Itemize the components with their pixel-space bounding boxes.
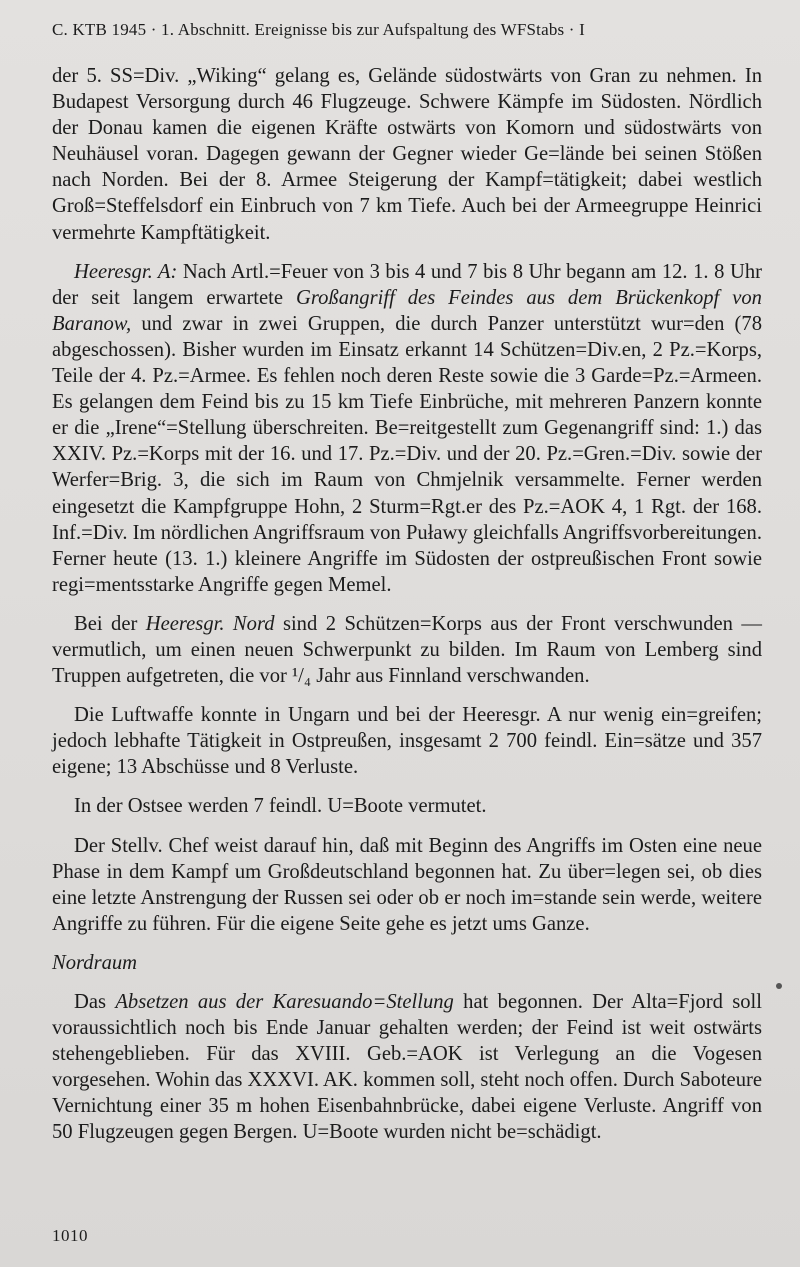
text-segment: Nach Artl.=Feuer von 3 bis 4 und 7 bis 8 Uhr begann am 12. 1. 8 Uhr der seit langem erwartete [52, 260, 762, 309]
page-number: 1010 [52, 1226, 88, 1245]
italic-text-segment: Heeresgr. A: [74, 260, 178, 283]
text-segment: sind 2 Schützen=Korps aus der Front verschwunden — vermutlich, um einen neuen Schwerpunkt zu bilden. Im Raum von Lemberg sind Truppen aufgetreten, die vor ¹/₄ Jahr aus Finnland verschwanden. [52, 612, 762, 688]
margin-dot [776, 983, 782, 989]
text-segment: Das [74, 991, 116, 1013]
paragraph [52, 793, 762, 819]
text-segment: der 5. SS=Div. „Wiking“ gelang es, Gelände südostwärts von Gran zu nehmen. In Budapest Versorgung durch 46 Flugzeuge. Schwere Kämpfe im Südosten. Nördlich der Donau kamen die eigenen Kräfte ostwärts von Komorn und südostwärts von Neuhäusel voran. Dagegen gewann der Gegner wieder Ge=lände bei seinen Stößen nach Norden. Bei der 8. Armee Steigerung der Kampf=tätigkeit; dabei westlich Groß=Steffelsdorf ein Einbruch von 7 km Tiefe. Auch bei der Armeegruppe Heinrici vermehrte Kampftätigkeit. [52, 65, 762, 244]
paragraph [52, 63, 762, 246]
paragraph [52, 702, 762, 780]
paragraph [52, 833, 762, 937]
italic-text-segment: Großangriff des Feindes aus dem Brückenkopf von Baranow, [52, 286, 762, 335]
italic-text-segment: Absetzen aus der Karesuando=Stellung [115, 991, 454, 1013]
text-segment: hat begonnen. Der Alta=Fjord soll voraussichtlich noch bis Ende Januar gehalten werden; der Feind ist weit ostwärts stehengeblieben. Für das XVIII. Geb.=AOK ist Verlegung an die Vogesen vorgesehen. Wohin das XXXVI. AK. kommen soll, steht noch offen. Durch Saboteure Vernichtung einer 35 m hohen Eisenbahnbrücke, dabei eigene Verluste. Angriff von 50 Flugzeugen gegen Bergen. U=Boote wurden nicht be=schädigt. [52, 991, 762, 1144]
body-text [52, 63, 762, 1146]
text-segment: In der Ostsee werden 7 feindl. U=Boote vermutet. [74, 795, 487, 818]
paragraph [52, 611, 762, 689]
running-head: C. KTB 1945 · 1. Abschnitt. Ereignisse bis zur Aufspaltung des WFStabs · I [52, 20, 585, 39]
italic-text-segment: Heeresgr. Nord [145, 612, 275, 635]
section-subheading: Nordraum [52, 951, 138, 974]
text-segment: und zwar in zwei Gruppen, die durch Panzer unterstützt wur=den (78 abgeschossen). Bisher wurden im Einsatz erkannt 14 Schützen=Div.en, 2 Pz.=Korps, Teile der 4. Pz.=Armee. Es fehlen noch deren Reste sowie die 3 Garde=Pz.=Armeen. Es gelangen dem Feind bis zu 15 km Tiefe Einbrüche, mit mehreren Panzern konnte er die „Irene“=Stellung überschreiten. Be=reitgestellt zum Gegenangriff sind: 1.) das XXIV. Pz.=Korps mit der 16. und 17. Pz.=Div. und der 20. Pz.=Gren.=Div. sowie der Werfer=Brig. 3, die sich im Raum von Chmjelnik versammelte. Ferner werden eingesetzt die Kampfgruppe Hohn, 2 Sturm=Rgt.er des Pz.=AOK 4, 1 Rgt. der 168. Inf.=Div. Im nördlichen Angriffsraum von Puławy gleichfalls Angriffsvorbereitungen. Ferner heute (13. 1.) kleinere Angriffe im Südosten der ostpreußischen Front sowie regi=mentsstarke Angriffe gegen Memel. [52, 312, 762, 596]
text-segment: Der Stellv. Chef weist darauf hin, daß mit Beginn des Angriffs im Osten eine neue Phase in dem Kampf um Großdeutschland begonnen hat. Zu über=legen sei, ob dies eine letzte Anstrengung der Russen sei oder ob er noch im=stande sein werde, weitere Angriffe zu führen. Für die eigene Seite gehe es jetzt ums Ganze. [52, 834, 762, 935]
text-segment: Bei der [74, 612, 146, 635]
paragraph [52, 989, 762, 1146]
paragraph [52, 259, 762, 598]
text-segment: Die Luftwaffe konnte in Ungarn und bei der Heeresgr. A nur wenig ein=greifen; jedoch lebhafte Tätigkeit in Ostpreußen, insgesamt 2 700 feindl. Ein=sätze und 357 eigene; 13 Abschüsse und 8 Verluste. [52, 704, 762, 779]
